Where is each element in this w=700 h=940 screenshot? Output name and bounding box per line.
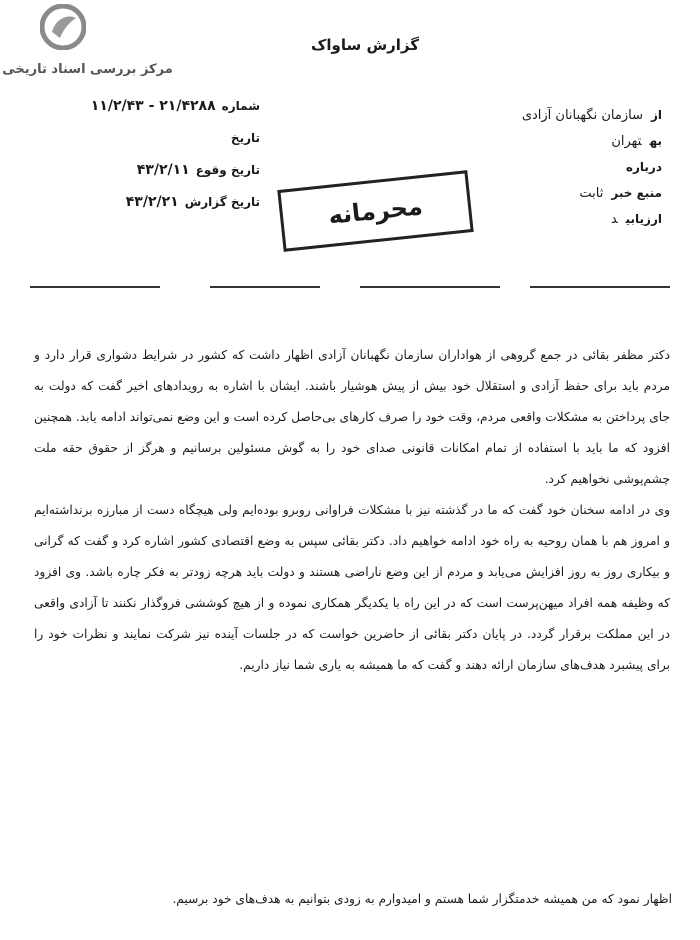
event-date-value: ۴۳/۲/۱۱: [136, 162, 190, 178]
reference-block: [20, 90, 260, 218]
evaluation-value: د: [610, 212, 618, 227]
divider-line: [30, 286, 160, 288]
closing-line: اظهار نمود که من همیشه خدمتگزار شما هستم و امیدوارم به زودی بتوانیم به هدف‌های خود برسیم.: [172, 892, 672, 906]
subject-label: درباره: [625, 160, 662, 174]
date-row: [20, 122, 260, 154]
divider-line: [360, 286, 500, 288]
event-date-label: تاریخ وقوع: [195, 163, 260, 177]
divider-line: [530, 286, 670, 288]
to-label: به: [649, 134, 662, 148]
document-title: گزارش ساواک: [311, 36, 419, 54]
archive-logo-icon: [40, 4, 86, 50]
report-body: [34, 340, 670, 681]
to-value: تهران: [611, 134, 642, 149]
from-row: [382, 102, 662, 128]
report-date-row: [20, 186, 260, 218]
body-paragraph: وی در ادامه سخنان خود گفت که ما در گذشته نیز با مشکلات فراوانی روبرو بوده‌ایم ولی هیچگاه دست از مبارزه برنداشته‌ایم و امروز هم با همان روحیه به راه خود ادامه خواهیم داد. دکتر بقائی سپس به وضع اقتصادی کشور اشاره کرد و گفت که گرانی و بیکاری روز به روز افزایش می‌یابد و مردم از این وضع ناراضی هستند و دولت باید هرچه زودتر به فکر چاره باشد. وی افزود که وظیفه همه افراد میهن‌پرست است که در این راه با یکدیگر همکاری نموده و از هیچ کوششی فروگذار نکنند تا آزادی واقعی در این مملکت برقرار گردد. در پایان دکتر بقائی از حاضرین خواست که در جلسات آینده نیز شرکت نمایند و نظرات خود را برای پیشبرد هدف‌های سازمان ارائه دهند و گفت که ما همیشه به یاری شما نیاز داریم.: [34, 503, 670, 672]
source-value: ثابت: [579, 186, 604, 201]
source-label: منبع خبر: [611, 186, 662, 200]
divider-line: [210, 286, 320, 288]
from-label: از: [650, 108, 662, 122]
confidential-stamp: محرمانه: [277, 170, 473, 252]
archive-brand-text: مرکز بررسی اسناد تاریخی: [2, 62, 173, 77]
number-row: [20, 90, 260, 122]
to-row: [382, 128, 662, 154]
number-label: شماره: [221, 99, 260, 113]
from-value: سازمان نگهبانان آزادی: [521, 108, 643, 123]
report-date-label: تاریخ گزارش: [184, 195, 260, 209]
number-value: ۲۱/۴۲۸۸ - ۱۱/۲/۴۳: [90, 98, 216, 114]
event-date-row: [20, 154, 260, 186]
report-date-value: ۴۳/۲/۲۱: [125, 194, 179, 210]
date-label: تاریخ: [230, 131, 260, 145]
body-paragraph: دکتر مظفر بقائی در جمع گروهی از هواداران سازمان نگهبانان آزادی اظهار داشت که کشور در شرایط دشواری قرار دارد و مردم باید برای حفظ آزادی و استقلال خود بیش از پیش هوشیار باشند. ایشان با اشاره به رویدادهای اخیر گفت که دولت به جای پرداختن به مشکلات واقعی مردم، وقت خود را صرف کارهای بی‌حاصل کرده است و این وضع نمی‌تواند ادامه یابد. همچنین افزود که ما باید با استفاده از تمام امکانات قانونی صدای خود را به گوش مسئولین برسانیم و هرگز از حقوق حقه ملت چشم‌پوشی نخواهیم کرد.: [34, 348, 670, 486]
evaluation-label: ارزیابی: [625, 212, 662, 226]
